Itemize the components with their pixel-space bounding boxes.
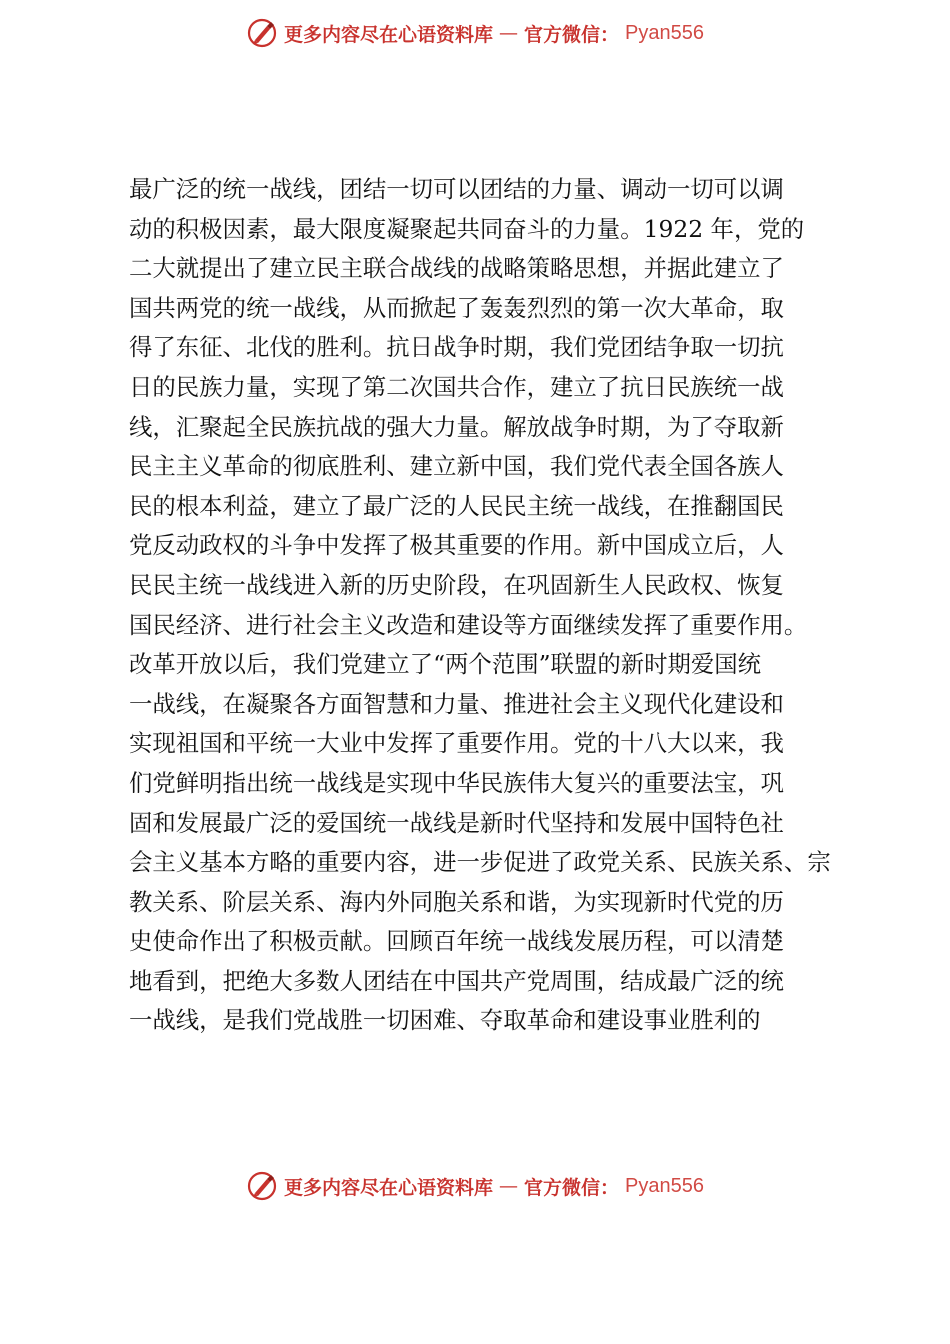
header-banner	[0, 17, 950, 49]
body-line: 们党鲜明指出统一战线是实现中华民族伟大复兴的重要法宝，巩	[129, 768, 784, 797]
body-line: 得了东征、北伐的胜利。抗日战争时期，我们党团结争取一切抗	[129, 333, 784, 362]
body-line: 最广泛的统一战线，团结一切可以团结的力量、调动一切可以调	[129, 175, 784, 203]
body-line: 国民经济、进行社会主义改造和建设等方面继续发挥了重要作用。	[129, 610, 808, 639]
footer-wechat-label: 官方微信：	[524, 1176, 620, 1199]
body-line: 党反动政权的斗争中发挥了极其重要的作用。新中国成立后，人	[129, 531, 784, 560]
pen-nib-logo-icon	[246, 1170, 278, 1202]
body-line: 一战线，在凝聚各方面智慧和力量、推进社会主义现代化建设和	[129, 689, 784, 718]
footer-wechat-id: Pyan556	[625, 1174, 704, 1197]
body-line: 地看到，把绝大多数人团结在中国共产党周围，结成最广泛的统	[129, 966, 784, 995]
footer-brand-text: 更多内容尽在心语资料库	[284, 1176, 494, 1199]
body-line: 一战线，是我们党战胜一切困难、夺取革命和建设事业胜利的	[129, 1006, 761, 1035]
body-line: 民的根本利益，建立了最广泛的人民民主统一战线，在推翻国民	[129, 491, 784, 520]
header-wechat-label: 官方微信：	[524, 23, 620, 46]
pen-nib-logo-icon	[246, 17, 278, 49]
body-line: 实现祖国和平统一大业中发挥了重要作用。党的十八大以来，我	[129, 729, 784, 758]
header-wechat-id: Pyan556	[625, 21, 704, 44]
header-brand-text: 更多内容尽在心语资料库	[284, 23, 494, 46]
body-line: 民主主义革命的彻底胜利、建立新中国，我们党代表全国各族人	[129, 452, 784, 481]
footer-banner	[0, 1170, 950, 1202]
body-line: 民民主统一战线进入新的历史阶段，在巩固新生人民政权、恢复	[129, 570, 784, 599]
body-line: 固和发展最广泛的爱国统一战线是新时代坚持和发展中国特色社	[129, 808, 784, 837]
body-line: 史使命作出了积极贡献。回顾百年统一战线发展历程，可以清楚	[129, 927, 784, 956]
body-line: 会主义基本方略的重要内容，进一步促进了政党关系、民族关系、宗	[129, 848, 831, 877]
body-line: 日的民族力量，实现了第二次国共合作，建立了抗日民族统一战	[129, 372, 784, 401]
body-line: 线，汇聚起全民族抗战的强大力量。解放战争时期，为了夺取新	[129, 412, 784, 441]
body-line: 国共两党的统一战线，从而掀起了轰轰烈烈的第一次大革命，取	[129, 293, 784, 322]
document-body	[129, 170, 839, 1041]
body-line: 二大就提出了建立民主联合战线的战略策略思想，并据此建立了	[129, 254, 784, 283]
footer-separator: —	[499, 1175, 519, 1197]
body-line: 教关系、阶层关系、海内外同胞关系和谐，为实现新时代党的历	[129, 887, 784, 916]
header-separator: —	[499, 22, 519, 44]
body-line: 改革开放以后，我们党建立了“两个范围”联盟的新时期爱国统	[129, 650, 762, 679]
body-line: 动的积极因素，最大限度凝聚起共同奋斗的力量。1922 年，党的	[129, 214, 805, 243]
